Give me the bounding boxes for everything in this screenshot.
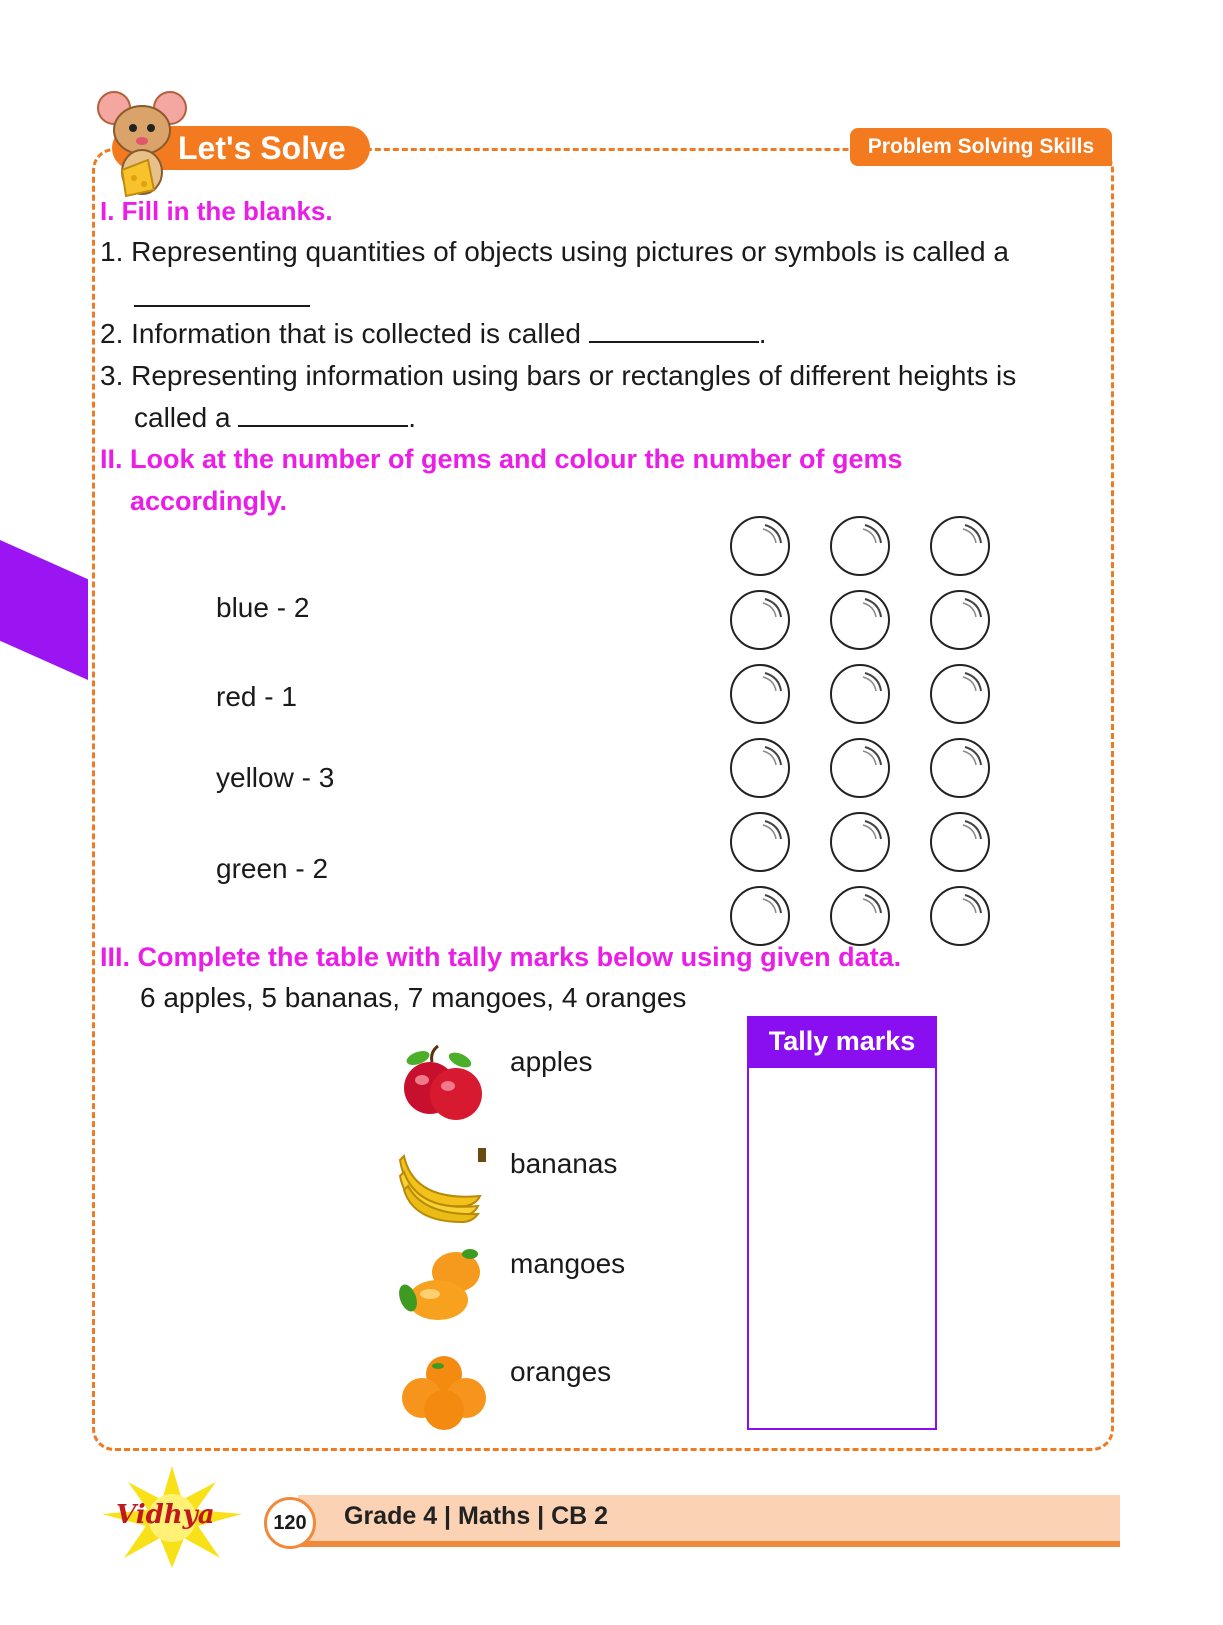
gem-circle-icon[interactable] xyxy=(829,737,891,799)
gem-label-blue: blue - 2 xyxy=(216,592,310,623)
tally-header: Tally marks xyxy=(747,1016,937,1066)
logo-text: Vidhya xyxy=(116,1500,215,1530)
side-tab xyxy=(0,540,88,680)
question-1: 1. Representing quantities of objects using pictures or symbols is called a xyxy=(100,236,1009,267)
section1-title: I. Fill in the blanks. xyxy=(100,196,333,226)
apple-icon xyxy=(398,1042,490,1124)
skill-label: Problem Solving Skills xyxy=(850,128,1112,166)
question-3-line2 xyxy=(134,402,416,434)
tally-entry-box[interactable] xyxy=(747,1066,937,1430)
fruit-label-bananas: bananas xyxy=(510,1148,618,1179)
question-3-text: called a xyxy=(134,402,231,433)
page-number: 120 xyxy=(264,1497,316,1549)
footer-line xyxy=(298,1541,1120,1547)
gem-circle-icon[interactable] xyxy=(829,515,891,577)
answer-blank-3[interactable] xyxy=(238,403,408,427)
gem-circle-icon[interactable] xyxy=(929,811,991,873)
gem-label-yellow: yellow - 3 xyxy=(216,762,335,793)
book-info: Grade 4 | Maths | CB 2 xyxy=(344,1502,609,1530)
gem-circle-icon[interactable] xyxy=(929,663,991,725)
answer-blank-1[interactable] xyxy=(134,283,310,307)
gem-circle-icon[interactable] xyxy=(929,589,991,651)
gem-circle-icon[interactable] xyxy=(729,589,791,651)
section-label: Let's Solve xyxy=(112,126,370,170)
section3-title: III. Complete the table with tally marks below using given data. xyxy=(100,942,902,972)
answer-blank-2[interactable] xyxy=(589,319,759,343)
fruit-label-mangoes: mangoes xyxy=(510,1248,626,1279)
gem-circle-icon[interactable] xyxy=(929,515,991,577)
gem-circle-icon[interactable] xyxy=(729,737,791,799)
mouse-mascot-icon xyxy=(96,86,188,202)
gem-label-red: red - 1 xyxy=(216,681,297,712)
gem-circle-icon[interactable] xyxy=(829,885,891,947)
question-3-line1: 3. Representing information using bars or rectangles of different heights is xyxy=(100,360,1017,391)
fruit-label-apples: apples xyxy=(510,1046,593,1077)
orange-icon xyxy=(398,1352,490,1434)
gem-circle-icon[interactable] xyxy=(729,885,791,947)
fruit-data-text: 6 apples, 5 bananas, 7 mangoes, 4 oranges xyxy=(140,982,687,1013)
gem-circle-icon[interactable] xyxy=(829,589,891,651)
gem-circle-icon[interactable] xyxy=(929,737,991,799)
gem-circle-icon[interactable] xyxy=(729,663,791,725)
gem-circle-icon[interactable] xyxy=(829,663,891,725)
gem-circle-icon[interactable] xyxy=(729,515,791,577)
gem-circle-icon[interactable] xyxy=(929,885,991,947)
question-2-period: . xyxy=(758,318,767,349)
question-3-period: . xyxy=(408,402,417,433)
gem-circle-icon[interactable] xyxy=(829,811,891,873)
gem-label-green: green - 2 xyxy=(216,853,329,884)
question-2-text: 2. Information that is collected is called xyxy=(100,318,581,349)
mango-icon xyxy=(398,1244,490,1326)
section2-title-line2: accordingly. xyxy=(130,486,288,516)
gem-circle-icon[interactable] xyxy=(729,811,791,873)
section2-title-line1: II. Look at the number of gems and colour the number of gems xyxy=(100,444,903,474)
banana-icon xyxy=(398,1142,490,1224)
question-2 xyxy=(100,318,766,350)
fruit-label-oranges: oranges xyxy=(510,1356,612,1387)
